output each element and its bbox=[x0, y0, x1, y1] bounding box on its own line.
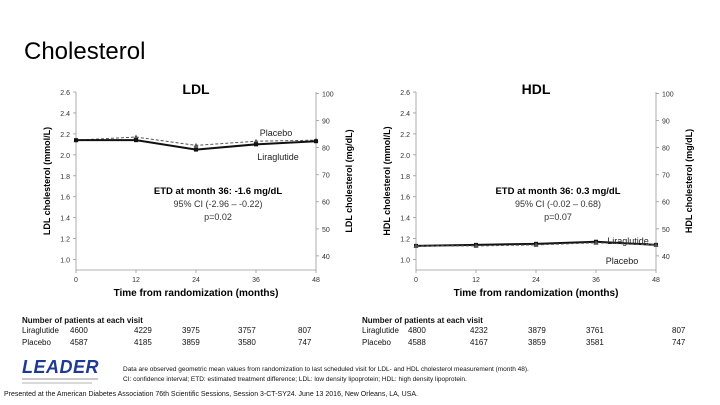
hdl-patients-table bbox=[362, 316, 702, 350]
table-cell: 3761 bbox=[586, 326, 604, 335]
x-tick-label: 0 bbox=[74, 277, 78, 284]
p-value-annotation: p=0.07 bbox=[544, 212, 572, 222]
hdl-table-header: Number of patients at each visit bbox=[362, 316, 483, 325]
data-point-liraglutide bbox=[134, 138, 138, 142]
leader-logo bbox=[22, 357, 102, 387]
y-tick-label: 2.4 bbox=[400, 110, 410, 118]
y-right-tick-label: 70 bbox=[662, 172, 670, 180]
etd-annotation: ETD at month 36: 0.3 mg/dL bbox=[495, 186, 621, 197]
table-cell: 4232 bbox=[470, 326, 488, 335]
y-tick-label: 1.0 bbox=[60, 257, 70, 265]
y-axis-label-right: HDL cholesterol (mg/dL) bbox=[684, 128, 694, 234]
y-right-tick-label: 70 bbox=[322, 172, 330, 180]
logo-underline bbox=[22, 382, 92, 384]
table-cell: 3580 bbox=[238, 338, 256, 347]
series-label: Placebo bbox=[259, 128, 293, 138]
table-row bbox=[362, 326, 702, 338]
y-right-tick-label: 60 bbox=[662, 199, 670, 207]
data-point-liraglutide bbox=[314, 139, 318, 143]
ci-annotation: 95% CI (-2.96 – -0.22) bbox=[173, 199, 263, 209]
data-point-liraglutide bbox=[254, 142, 258, 146]
y-right-tick-label: 100 bbox=[322, 91, 334, 99]
x-tick-label: 12 bbox=[132, 277, 140, 284]
y-tick-label: 2.6 bbox=[60, 90, 70, 97]
table-cell: 3757 bbox=[238, 326, 256, 335]
logo-text: LEADER bbox=[22, 357, 100, 377]
y-right-tick-label: 80 bbox=[662, 145, 670, 153]
y-tick-label: 2.6 bbox=[400, 90, 410, 97]
y-tick-label: 2.4 bbox=[60, 110, 70, 118]
x-tick-label: 36 bbox=[252, 277, 260, 284]
y-tick-label: 2.0 bbox=[60, 152, 70, 160]
table-cell: 4229 bbox=[134, 326, 152, 335]
y-tick-label: 1.4 bbox=[400, 215, 410, 223]
table-row-label: Liraglutide bbox=[22, 326, 59, 335]
table-cell: 747 bbox=[298, 338, 312, 347]
y-axis-label: HDL cholesterol (mmol/L) bbox=[382, 126, 392, 236]
p-value-annotation: p=0.02 bbox=[204, 212, 232, 222]
y-right-tick-label: 50 bbox=[322, 226, 330, 234]
ci-annotation: 95% CI (-0.02 – 0.68) bbox=[514, 199, 602, 209]
ldl-table-header: Number of patients at each visit bbox=[22, 316, 143, 325]
x-tick-label: 24 bbox=[192, 277, 200, 284]
table-cell: 3581 bbox=[586, 338, 604, 347]
y-axis-label: LDL cholesterol (mmol/L) bbox=[42, 126, 52, 236]
y-right-tick-label: 90 bbox=[322, 118, 330, 126]
ldl-patients-table bbox=[22, 316, 352, 350]
x-tick-label: 0 bbox=[414, 277, 418, 284]
table-cell: 4588 bbox=[408, 338, 426, 347]
y-right-tick-label: 80 bbox=[322, 145, 330, 153]
y-axis-label-right: LDL cholesterol (mg/dL) bbox=[344, 129, 354, 233]
chart-title: HDL bbox=[521, 81, 551, 97]
chart-title: LDL bbox=[182, 81, 210, 97]
x-tick-label: 48 bbox=[652, 277, 660, 284]
y-tick-label: 1.6 bbox=[60, 194, 70, 202]
y-right-tick-label: 90 bbox=[662, 118, 670, 126]
table-cell: 3975 bbox=[182, 326, 200, 335]
y-tick-label: 1.2 bbox=[60, 236, 70, 244]
presentation-credit: Presented at the American Diabetes Association 76th Scientific Sessions, Session 3-CT-SY24. June 13 2016, New Orleans, LA, USA. bbox=[4, 391, 418, 398]
ldl-chart bbox=[40, 80, 370, 310]
x-axis-label: Time from randomization (months) bbox=[113, 288, 279, 299]
footnote-line: Data are observed geometric mean values from randomization to last scheduled visit for LDL- and HDL cholesterol measurement (month 48). bbox=[123, 366, 529, 373]
table-cell: 807 bbox=[672, 326, 686, 335]
x-axis-label: Time from randomization (months) bbox=[453, 288, 619, 299]
y-right-tick-label: 50 bbox=[662, 226, 670, 234]
series-label: Liraglutide bbox=[607, 236, 649, 246]
table-row-label: Placebo bbox=[362, 338, 391, 347]
series-label: Liraglutide bbox=[257, 152, 299, 162]
data-point-liraglutide bbox=[194, 148, 198, 152]
y-tick-label: 1.6 bbox=[400, 194, 410, 202]
table-cell: 807 bbox=[298, 326, 312, 335]
y-tick-label: 1.8 bbox=[400, 173, 410, 181]
hdl-chart bbox=[380, 80, 710, 310]
x-tick-label: 36 bbox=[592, 277, 600, 284]
footnote bbox=[123, 365, 683, 385]
y-tick-label: 2.2 bbox=[400, 131, 410, 139]
table-row bbox=[362, 338, 702, 350]
footnote-line: CI: confidence interval; ETD: estimated treatment difference; LDL: low density lipoprotein; HDL: high density lipoprotein. bbox=[123, 376, 467, 383]
y-tick-label: 1.2 bbox=[400, 236, 410, 244]
series-label: Placebo bbox=[605, 256, 639, 266]
table-cell: 3859 bbox=[528, 338, 546, 347]
table-row-label: Placebo bbox=[22, 338, 51, 347]
y-tick-label: 1.8 bbox=[60, 173, 70, 181]
x-tick-label: 24 bbox=[532, 277, 540, 284]
x-tick-label: 12 bbox=[472, 277, 480, 284]
y-tick-label: 2.2 bbox=[60, 131, 70, 139]
table-cell: 3879 bbox=[528, 326, 546, 335]
y-right-tick-label: 100 bbox=[662, 91, 674, 99]
table-cell: 3859 bbox=[182, 338, 200, 347]
y-tick-label: 1.0 bbox=[400, 257, 410, 265]
y-tick-label: 2.0 bbox=[400, 152, 410, 160]
table-row-label: Liraglutide bbox=[362, 326, 399, 335]
data-point-liraglutide bbox=[74, 138, 78, 142]
y-right-tick-label: 40 bbox=[322, 253, 330, 261]
y-tick-label: 1.4 bbox=[60, 215, 70, 223]
table-cell: 4185 bbox=[134, 338, 152, 347]
table-cell: 4800 bbox=[408, 326, 426, 335]
table-cell: 4587 bbox=[70, 338, 88, 347]
x-tick-label: 48 bbox=[312, 277, 320, 284]
table-cell: 4600 bbox=[70, 326, 88, 335]
table-row bbox=[22, 326, 352, 338]
y-right-tick-label: 60 bbox=[322, 199, 330, 207]
y-right-tick-label: 40 bbox=[662, 253, 670, 261]
table-cell: 4167 bbox=[470, 338, 488, 347]
etd-annotation: ETD at month 36: -1.6 mg/dL bbox=[153, 186, 283, 197]
table-row bbox=[22, 338, 352, 350]
table-cell: 747 bbox=[672, 338, 686, 347]
slide-title: Cholesterol bbox=[24, 38, 146, 65]
logo-underline bbox=[22, 378, 98, 380]
